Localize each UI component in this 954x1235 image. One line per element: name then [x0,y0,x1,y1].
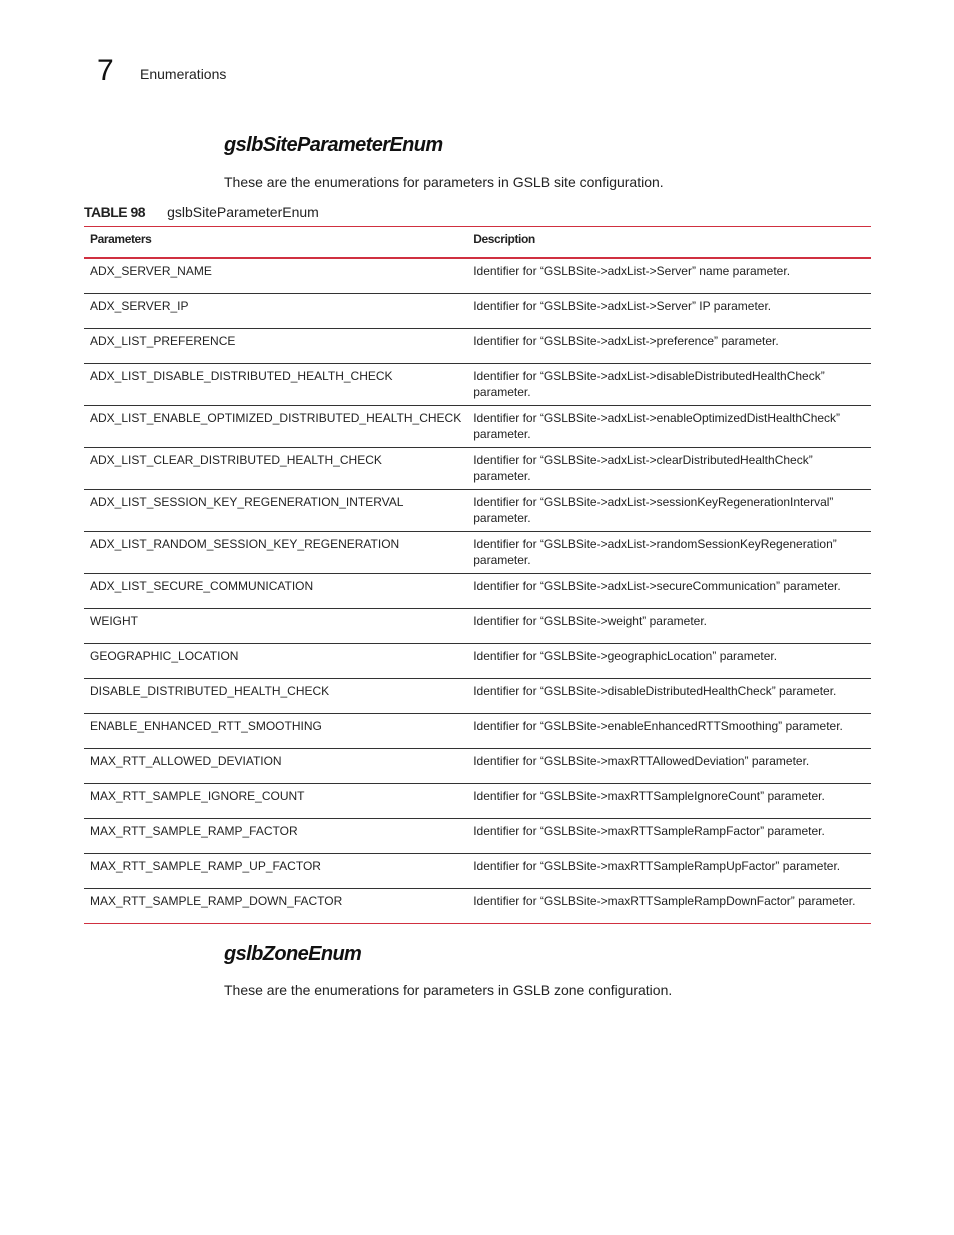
table-row [84,329,871,364]
parameter-cell: DISABLE_DISTRIBUTED_HEALTH_CHECK [84,679,467,714]
description-cell: Identifier for “GSLBSite->adxList->clearDistributedHealthCheck” parameter. [467,448,871,490]
table-row [84,574,871,609]
parameter-cell: ADX_LIST_SECURE_COMMUNICATION [84,574,467,609]
parameter-cell: WEIGHT [84,609,467,644]
section-body: These are the enumerations for parameters in GSLB zone configuration. [224,982,673,998]
description-cell: Identifier for “GSLBSite->maxRTTSampleRampFactor” parameter. [467,819,871,854]
table-header-row [84,227,871,259]
description-cell: Identifier for “GSLBSite->maxRTTSampleIgnoreCount” parameter. [467,784,871,819]
chapter-title: Enumerations [140,66,227,82]
table-row [84,749,871,784]
description-cell: Identifier for “GSLBSite->adxList->enableOptimizedDistHealthCheck” parameter. [467,406,871,448]
table-row [84,364,871,406]
column-header-parameters: Parameters [84,227,467,259]
parameter-cell: ADX_LIST_SESSION_KEY_REGENERATION_INTERVAL [84,490,467,532]
description-cell: Identifier for “GSLBSite->maxRTTSampleRampUpFactor” parameter. [467,854,871,889]
parameter-cell: GEOGRAPHIC_LOCATION [84,644,467,679]
description-cell: Identifier for “GSLBSite->adxList->preference” parameter. [467,329,871,364]
description-cell: Identifier for “GSLBSite->adxList->secureCommunication” parameter. [467,574,871,609]
parameter-cell: ADX_LIST_ENABLE_OPTIMIZED_DISTRIBUTED_HEALTH_CHECK [84,406,467,448]
table-row [84,609,871,644]
table-number: TABLE 98 [84,204,146,220]
table-row [84,258,871,294]
section-heading: gslbSiteParameterEnum [224,134,443,156]
table-body [84,258,871,924]
section-body: These are the enumerations for parameters in GSLB site configuration. [224,174,664,190]
description-cell: Identifier for “GSLBSite->adxList->randomSessionKeyRegeneration” parameter. [467,532,871,574]
section-heading: gslbZoneEnum [224,943,362,965]
table-row [84,406,871,448]
parameter-cell: MAX_RTT_ALLOWED_DEVIATION [84,749,467,784]
enum-table [84,226,871,924]
table-row [84,784,871,819]
table-title: gslbSiteParameterEnum [167,204,319,220]
chapter-number: 7 [97,54,114,87]
table-row [84,448,871,490]
parameter-cell: ADX_LIST_PREFERENCE [84,329,467,364]
parameter-cell: ADX_LIST_DISABLE_DISTRIBUTED_HEALTH_CHECK [84,364,467,406]
description-cell: Identifier for “GSLBSite->adxList->Server” name parameter. [467,258,871,294]
description-cell: Identifier for “GSLBSite->maxRTTSampleRampDownFactor” parameter. [467,889,871,924]
parameter-cell: MAX_RTT_SAMPLE_RAMP_UP_FACTOR [84,854,467,889]
description-cell: Identifier for “GSLBSite->maxRTTAllowedDeviation” parameter. [467,749,871,784]
table-row [84,819,871,854]
table-row [84,532,871,574]
description-cell: Identifier for “GSLBSite->disableDistributedHealthCheck” parameter. [467,679,871,714]
table-row [84,714,871,749]
parameter-cell: MAX_RTT_SAMPLE_RAMP_DOWN_FACTOR [84,889,467,924]
table-row [84,889,871,924]
parameter-cell: MAX_RTT_SAMPLE_RAMP_FACTOR [84,819,467,854]
parameter-cell: MAX_RTT_SAMPLE_IGNORE_COUNT [84,784,467,819]
table-row [84,644,871,679]
parameter-cell: ENABLE_ENHANCED_RTT_SMOOTHING [84,714,467,749]
table-row [84,679,871,714]
parameter-cell: ADX_SERVER_IP [84,294,467,329]
description-cell: Identifier for “GSLBSite->geographicLocation” parameter. [467,644,871,679]
description-cell: Identifier for “GSLBSite->enableEnhancedRTTSmoothing” parameter. [467,714,871,749]
column-header-description: Description [467,227,871,259]
description-cell: Identifier for “GSLBSite->adxList->disableDistributedHealthCheck” parameter. [467,364,871,406]
table-row [84,490,871,532]
parameter-cell: ADX_LIST_RANDOM_SESSION_KEY_REGENERATION [84,532,467,574]
table-row [84,854,871,889]
parameter-cell: ADX_LIST_CLEAR_DISTRIBUTED_HEALTH_CHECK [84,448,467,490]
parameter-cell: ADX_SERVER_NAME [84,258,467,294]
description-cell: Identifier for “GSLBSite->adxList->Server” IP parameter. [467,294,871,329]
table-row [84,294,871,329]
description-cell: Identifier for “GSLBSite->weight” parameter. [467,609,871,644]
table-caption [84,204,319,220]
description-cell: Identifier for “GSLBSite->adxList->sessionKeyRegenerationInterval” parameter. [467,490,871,532]
